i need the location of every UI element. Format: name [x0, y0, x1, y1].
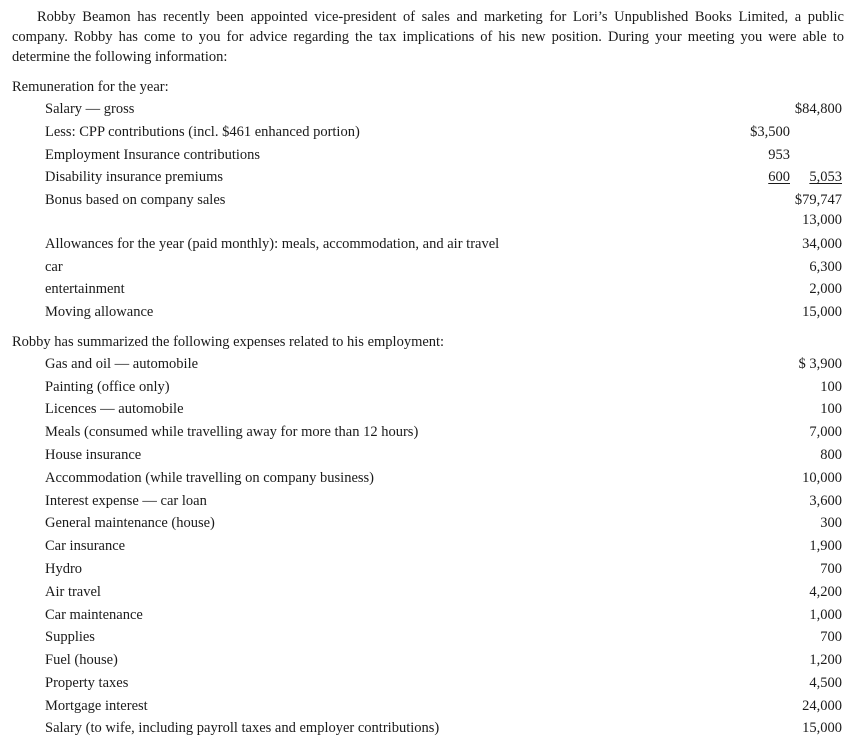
expense-label: Fuel (house): [45, 652, 118, 668]
allowances-value: 34,000: [802, 236, 842, 252]
expense-row: [0, 604, 861, 626]
expense-label: General maintenance (house): [45, 515, 215, 531]
expense-label: Salary (to wife, including payroll taxes and employer contributions): [45, 720, 440, 736]
expense-label: Meals (consumed while travelling away for more than 12 hours): [45, 424, 419, 440]
bonus-row: [0, 189, 861, 211]
expense-row: [0, 376, 861, 398]
expense-row: [0, 535, 861, 557]
cpp-row: [0, 121, 861, 143]
salary-row: [0, 98, 861, 120]
expense-value: 300: [820, 515, 842, 531]
bonus-label: Bonus based on company sales: [45, 192, 226, 208]
expense-row: [0, 672, 861, 694]
expenses-heading-row: [0, 331, 861, 353]
expense-label: Painting (office only): [45, 379, 170, 395]
net-salary: $79,747: [794, 192, 842, 208]
moving-row: [0, 301, 861, 323]
expense-label: Supplies: [45, 629, 95, 645]
cpp-label: Less: CPP contributions (incl. $461 enhanced portion): [45, 124, 360, 140]
cpp-value: $3,500: [750, 124, 790, 140]
car-allowance-row: [0, 256, 861, 278]
remuneration-heading-row: [0, 76, 861, 98]
expense-value: 700: [820, 629, 842, 645]
expense-label: Licences — automobile: [45, 401, 184, 417]
car-allowance-value: 6,300: [809, 259, 842, 275]
expense-value: 3,600: [809, 493, 842, 509]
expense-label: Interest expense — car loan: [45, 493, 207, 509]
bonus-value: 13,000: [802, 212, 842, 228]
entertainment-row: [0, 278, 861, 300]
expense-row: [0, 581, 861, 603]
expense-label: Car insurance: [45, 538, 126, 554]
expense-value: $ 3,900: [798, 356, 842, 372]
ei-row: [0, 144, 861, 166]
expense-value: 24,000: [802, 698, 842, 714]
expense-value: 7,000: [809, 424, 842, 440]
expense-value: 800: [820, 447, 842, 463]
expense-row: [0, 490, 861, 512]
expense-row: [0, 467, 861, 489]
expense-value: 700: [820, 561, 842, 577]
ei-label: Employment Insurance contributions: [45, 147, 261, 163]
disability-label: Disability insurance premiums: [45, 169, 223, 185]
salary-label: Salary — gross: [45, 101, 135, 117]
expense-label: House insurance: [45, 447, 142, 463]
car-allowance-label: car: [45, 259, 63, 275]
expense-row: [0, 558, 861, 580]
expense-label: Air travel: [45, 584, 101, 600]
expense-row: [0, 444, 861, 466]
bonus-value-row: [0, 209, 861, 231]
entertainment-label: entertainment: [45, 281, 125, 297]
expense-row: [0, 353, 861, 375]
allowances-label: Allowances for the year (paid monthly): meals, accommodation, and air travel: [45, 236, 500, 252]
salary-value: $84,800: [794, 101, 842, 117]
expense-label: Hydro: [45, 561, 83, 577]
expense-label: Accommodation (while travelling on company business): [45, 470, 374, 486]
expense-label: Mortgage interest: [45, 698, 148, 714]
expense-value: 4,500: [809, 675, 842, 691]
expense-value: 15,000: [802, 720, 842, 736]
disability-row: [0, 166, 861, 188]
deductions-total: 5,053: [809, 169, 842, 185]
expense-row: [0, 421, 861, 443]
expense-value: 4,200: [809, 584, 842, 600]
expense-row: [0, 717, 861, 739]
expense-label: Car maintenance: [45, 607, 143, 623]
expense-label: Gas and oil — automobile: [45, 356, 199, 372]
disability-value: 600: [768, 169, 790, 185]
allowances-row: [0, 233, 861, 255]
expense-value: 100: [820, 379, 842, 395]
expense-row: [0, 695, 861, 717]
moving-label: Moving allowance: [45, 304, 154, 320]
moving-value: 15,000: [802, 304, 842, 320]
expense-row: [0, 512, 861, 534]
expense-label: Property taxes: [45, 675, 129, 691]
expense-value: 1,200: [809, 652, 842, 668]
expense-value: 100: [820, 401, 842, 417]
expense-row: [0, 626, 861, 648]
entertainment-value: 2,000: [809, 281, 842, 297]
expense-row: [0, 649, 861, 671]
expenses-heading: Robby has summarized the following expenses related to his employment:: [12, 334, 445, 350]
expense-value: 1,000: [809, 607, 842, 623]
expense-value: 10,000: [802, 470, 842, 486]
expense-value: 1,900: [809, 538, 842, 554]
expense-row: [0, 398, 861, 420]
intro-paragraph: Robby Beamon has recently been appointed vice-president of sales and marketing for Lori’s Unpublished Books Limited, a public company. Robby has come to you for advice regarding the tax implications of his new position. During your meeting you were able to determine the following information:: [12, 9, 844, 65]
remuneration-heading: Remuneration for the year:: [12, 79, 169, 95]
ei-value: 953: [768, 147, 790, 163]
